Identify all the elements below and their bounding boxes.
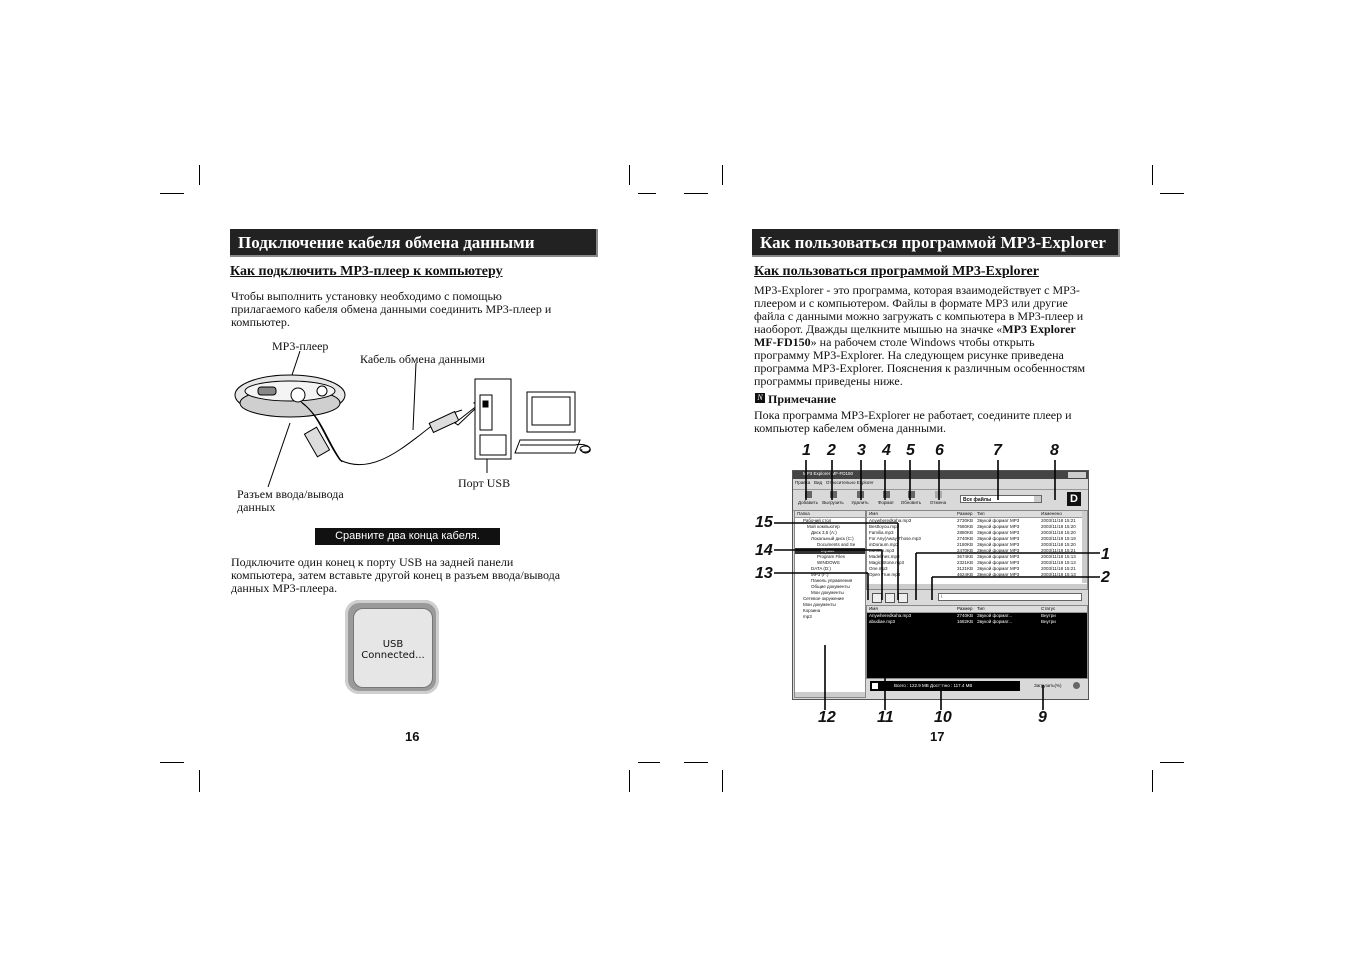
callout-5: 5	[906, 442, 915, 459]
folder-item[interactable]: Мои документы	[803, 602, 836, 607]
callout-7: 7	[993, 442, 1002, 459]
table-cell: 2003/11/18 15:21	[1041, 566, 1076, 571]
instruction-line: Подключите один конец к порту USB на задней панели	[231, 555, 514, 569]
table-cell: 2003/11/18 15:20	[1041, 524, 1076, 529]
folder-item[interactable]: Локальный диск (C:)	[811, 536, 854, 541]
body-line: программу MP3-Explorer. На следующем рисунке приведена	[754, 348, 1064, 362]
folder-item[interactable]: Общие документы	[811, 584, 850, 589]
table-cell: One.mp3	[869, 566, 888, 571]
body-line: программа MP3-Explorer. Пояснения к различным особенностям	[754, 361, 1086, 375]
table-cell: inDoraum.mp3	[869, 542, 899, 547]
col-size[interactable]: Размер	[957, 606, 973, 611]
folder-item[interactable]: Корзина	[803, 608, 821, 613]
folder-item[interactable]: Диск 3,5 (A:)	[811, 530, 837, 535]
table-cell: 2730KB	[957, 518, 974, 523]
page-number: 17	[930, 729, 945, 744]
table-cell: Звукой формат...	[977, 619, 1013, 624]
file-filter-value: Все файлы	[963, 497, 992, 503]
right-section-banner: Как пользоваться программой MP3-Explorer	[752, 229, 1120, 257]
table-cell: Open True.mp3	[869, 572, 901, 577]
intro-line: прилагаемого кабеля обмена данными соединить MP3-плеер и	[231, 302, 552, 316]
callout-4: 4	[882, 442, 891, 459]
intro-line: компьютер.	[231, 315, 290, 329]
upload-label: Выгрузить	[822, 500, 844, 505]
lcd-line: Connected...	[361, 650, 425, 661]
folder-item[interactable]: Documents and Se	[817, 542, 856, 547]
table-cell: 2003/11/18 15:21	[1041, 548, 1076, 553]
table-cell: 4624KB	[957, 572, 974, 577]
col-name[interactable]: Имя	[869, 511, 878, 516]
format-label: Формат	[878, 500, 894, 505]
col-status[interactable]: Статус	[1041, 606, 1056, 611]
note-line: Пока программа MP3-Explorer не работает, соедините плеер и	[754, 408, 1072, 422]
table-cell: Внутри	[1041, 619, 1056, 624]
folder-item[interactable]: Панель управления	[811, 578, 853, 583]
callout-10: 10	[934, 709, 952, 726]
crop-mark	[1160, 193, 1184, 194]
crop-mark	[722, 165, 723, 185]
body-text: » на рабочем столе Windows чтобы открыть	[810, 335, 1035, 349]
callout-15: 15	[755, 514, 773, 531]
table-cell: Звукой формат MP3	[977, 572, 1020, 577]
lcd-screen	[353, 608, 433, 688]
menu-view[interactable]: Вид	[813, 480, 823, 485]
table-cell: 2003/11/18 15:13	[1041, 560, 1076, 565]
table-cell: Звукой формат...	[977, 613, 1013, 618]
refresh-label: Обновить	[900, 500, 922, 505]
right-body	[754, 284, 1124, 388]
folder-item[interactable]: Сетевое окружение	[803, 596, 844, 601]
table-cell: Anywheredkaha.mp3	[869, 518, 912, 523]
compare-caption: Сравните два конца кабеля.	[315, 528, 500, 545]
col-modified[interactable]: Изменено	[1041, 511, 1062, 516]
crop-mark	[722, 770, 723, 792]
col-size[interactable]: Размер	[957, 511, 973, 516]
intro-line: Чтобы выполнить установку необходимо с помощью	[231, 289, 502, 303]
callout-11: 11	[877, 709, 894, 726]
cable-label: Кабель обмена данными	[360, 352, 485, 366]
left-subtitle: Как подключить MP3-плеер к компьютеру	[230, 264, 503, 279]
table-cell: Звукой формат MP3	[977, 530, 1020, 535]
table-cell: 2003/11/18 15:21	[1041, 518, 1076, 523]
table-cell: Besttoyou.mp3	[869, 524, 900, 529]
player-path-field[interactable]: \	[938, 593, 1082, 601]
body-line: файла с данными можно загружать с компьютера в MP3-плеер и	[754, 309, 1084, 323]
table-cell: 2470KB	[957, 548, 974, 553]
lcd-line: USB	[382, 639, 404, 650]
left-intro	[231, 290, 551, 329]
callout-12: 12	[818, 709, 836, 726]
table-cell: 2003/11/18 15:13	[1041, 572, 1076, 577]
folder-item[interactable]: Рабочий стол	[803, 518, 832, 523]
note-text	[754, 409, 1072, 435]
jack-label-line: данных	[237, 500, 276, 514]
table-cell: Magic Stone.mp3	[869, 560, 905, 565]
note-line: компьютер кабелем обмена данными.	[754, 421, 947, 435]
table-cell: 2180KB	[957, 542, 974, 547]
folder-item-selected[interactable]: Музык	[795, 548, 865, 554]
left-section-banner: Подключение кабеля обмена данными	[230, 229, 598, 257]
connection-illustration	[230, 345, 605, 495]
body-line: MP3-Explorer - это программа, которая взаимодействует с MP3-	[754, 283, 1080, 297]
instruction-line: компьютера, затем вставьте другой конец в разъем ввода/вывода	[231, 568, 561, 582]
menu-edit[interactable]: Правка	[795, 480, 811, 485]
model-name-bold: MF-FD150	[754, 335, 811, 349]
callout-3: 3	[857, 442, 866, 459]
table-cell: Lantern.mp3	[869, 548, 895, 553]
table-cell: Звукой формат MP3	[977, 554, 1020, 559]
jack-label-line: Разъем ввода/вывода	[237, 487, 344, 501]
table-cell: Звукой формат MP3	[977, 548, 1020, 553]
crop-mark	[1152, 165, 1153, 185]
callout-2: 2	[827, 442, 836, 459]
crop-mark	[199, 770, 200, 792]
table-cell: 2003/11/18 15:13	[1041, 554, 1076, 559]
body-line: плеером и с компьютером. Файлы в формате MP3 или другие	[754, 296, 1068, 310]
note-icon: N	[755, 393, 765, 403]
table-cell: Звукой формат MP3	[977, 560, 1020, 565]
note-title: Примечание	[768, 392, 837, 406]
folder-item[interactable]: WINDOWS	[817, 560, 840, 565]
table-cell: Звукой формат MP3	[977, 566, 1020, 571]
crop-mark	[684, 193, 708, 194]
callout-9: 9	[1038, 709, 1047, 726]
left-instruction	[231, 556, 560, 595]
folder-item[interactable]: MP3 (F:)	[811, 572, 829, 577]
table-cell: Звукой формат MP3	[977, 518, 1020, 523]
table-cell: Внутри	[1041, 613, 1056, 618]
folder-header: Папка	[795, 511, 865, 518]
folder-item[interactable]: Мои документы	[811, 590, 844, 595]
capacity-text: Всего : 122.9 MB Доступно : 117.4 MB	[894, 683, 973, 688]
callout-2b: 2	[1101, 569, 1110, 586]
table-cell: 3674KB	[957, 554, 974, 559]
callout-14: 14	[755, 542, 773, 559]
table-cell: 2321KB	[957, 560, 974, 565]
table-cell: 2880KB	[957, 530, 974, 535]
table-cell: 2003/11/18 15:19	[1041, 536, 1076, 541]
logo-icon: D	[1067, 492, 1081, 506]
table-cell: Звукой формат MP3	[977, 524, 1020, 529]
table-cell: 2003/11/18 15:20	[1041, 542, 1076, 547]
cancel-label: Отмена	[929, 500, 947, 505]
crop-mark	[629, 165, 630, 185]
folder-item[interactable]: Program Files	[817, 554, 846, 559]
callout-leader-lines	[750, 455, 1120, 725]
delete-label: Удалить	[851, 500, 869, 505]
table-cell: Звукой формат MP3	[977, 542, 1020, 547]
table-cell: 7680KB	[957, 524, 974, 529]
table-cell: Madelines.mp3	[869, 554, 900, 559]
crop-mark	[1152, 770, 1153, 792]
callout-1b: 1	[1101, 546, 1110, 563]
crop-mark	[638, 193, 656, 194]
col-type[interactable]: Тип	[977, 606, 985, 611]
folder-item[interactable]: Мой компьютер	[807, 524, 840, 529]
crop-mark	[160, 762, 184, 763]
crop-mark	[638, 762, 660, 763]
crop-mark	[1160, 762, 1184, 763]
crop-mark	[160, 193, 184, 194]
callout-1: 1	[802, 442, 811, 459]
callout-8: 8	[1050, 442, 1059, 459]
right-subtitle: Как пользоваться программой MP3-Explorer	[754, 264, 1039, 279]
table-cell: 2740KB	[957, 536, 974, 541]
add-label: Добавить	[798, 500, 818, 505]
crop-mark	[629, 770, 630, 792]
window-title: MP3 Explorer MF-FD150	[803, 471, 854, 476]
crop-mark	[684, 762, 708, 763]
col-name[interactable]: Имя	[869, 606, 878, 611]
col-type[interactable]: Тип	[977, 511, 985, 516]
table-cell: 3121KB	[957, 566, 974, 571]
progress-label: Загрузить(%)	[1034, 683, 1062, 688]
page-number: 16	[405, 729, 420, 744]
callout-6: 6	[935, 442, 944, 459]
usb-port-label: Порт USB	[458, 476, 511, 490]
instruction-line: данных MP3-плеера.	[231, 581, 338, 595]
table-cell: 1682KB	[957, 619, 974, 624]
folder-item[interactable]: DATA (D:)	[811, 566, 831, 571]
table-cell: 2740KB	[957, 613, 974, 618]
program-name-bold: MP3 Explorer	[1002, 322, 1076, 336]
table-cell: 2003/11/18 15:20	[1041, 530, 1076, 535]
crop-mark	[199, 165, 200, 185]
table-cell: Anywheredkaha.mp3	[869, 613, 912, 618]
body-text: наоборот. Дважды щелкните мышью на значке «	[754, 322, 1003, 336]
table-cell: abudiae.mp3	[869, 619, 896, 624]
folder-item[interactable]: mp3	[803, 614, 812, 619]
table-cell: Familia.mp3	[869, 530, 894, 535]
menu-about[interactable]: Относительно Explorer	[825, 480, 874, 485]
body-line: программы приведены ниже.	[754, 374, 903, 388]
table-cell: For Any(Away)Those.mp3	[869, 536, 921, 541]
lcd-frame	[345, 600, 439, 694]
callout-13: 13	[755, 565, 773, 582]
player-label: MP3-плеер	[272, 339, 329, 353]
table-cell: Звукой формат MP3	[977, 536, 1020, 541]
